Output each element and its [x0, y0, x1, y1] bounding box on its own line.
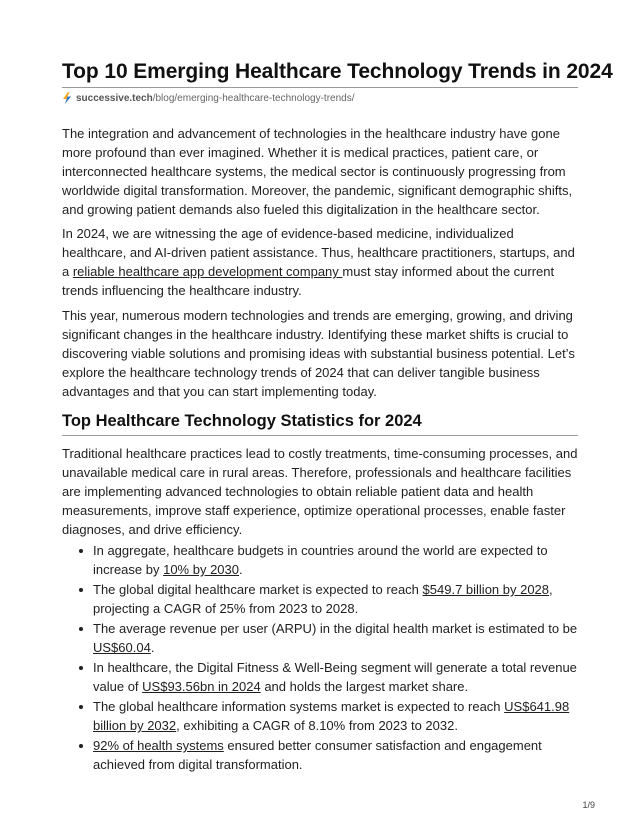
intro-paragraph-2: In 2024, we are witnessing the age of evidence-based medicine, individualized healthcare, and AI-driven patient assistance. Thus, healthcare practitioners, startups, and a reliable healthcare app development company must stay informed about the current trends influencing the healthcare industry.	[62, 226, 575, 298]
statistics-intro-paragraph: Traditional healthcare practices lead to costly treatments, time-consuming processes, and unavailable medical care in rural areas. Therefore, professionals and healthcare facilities are implementing advanced technologies to obtain reliable patient data and health measurements, improve staff experience, optimize operational processes, enable faster diagnoses, and drive efficiency.	[62, 446, 578, 537]
stat-link-arpu[interactable]: US$60.04	[93, 640, 151, 655]
list-item: The global healthcare information systems market is expected to reach US$641.98 billion by 2032, exhibiting a CAGR of 8.10% from 2023 to 2032.	[93, 697, 578, 735]
list-item: The global digital healthcare market is expected to reach $549.7 billion by 2028, projecting a CAGR of 25% from 2023 to 2028.	[93, 580, 578, 618]
stat-link-budget[interactable]: 10% by 2030	[163, 562, 239, 577]
stat-link-digital-market[interactable]: $549.7 billion by 2028	[422, 582, 550, 597]
brand-logo-icon	[62, 92, 72, 104]
stat-link-his-market[interactable]: US$641.98 billion by 2032	[93, 699, 570, 733]
source-domain: successive.tech	[76, 92, 153, 104]
stat-link-health-systems[interactable]: 92% of health systems	[93, 738, 224, 753]
app-development-company-link[interactable]: reliable healthcare app development company	[72, 264, 343, 279]
list-item: In aggregate, healthcare budgets in countries around the world are expected to increase by 10% by 2030.	[93, 541, 578, 579]
section-divider	[62, 435, 578, 436]
page-title: Top 10 Emerging Healthcare Technology Trends in 2024	[62, 60, 613, 83]
statistics-list	[62, 541, 578, 775]
stat-link-fitness-revenue[interactable]: US$93.56bn in 2024	[142, 679, 261, 694]
list-item: 92% of health systems ensured better consumer satisfaction and engagement achieved from digital transformation.	[93, 736, 578, 774]
intro-paragraph-3: This year, numerous modern technologies and trends are emerging, growing, and driving significant changes in the healthcare industry. Identifying these market shifts is crucial to discovering viable solutions and promising ideas with substantial business potential. Let’s explore the healthcare technology trends of 2024 that can deliver tangible business advantages and that you can start implementing today.	[62, 308, 575, 399]
list-item: In healthcare, the Digital Fitness & Well-Being segment will generate a total revenue value of US$93.56bn in 2024 and holds the largest market share.	[93, 660, 577, 694]
list-item: The average revenue per user (ARPU) in the digital health market is estimated to be US$60.04.	[93, 621, 578, 655]
title-divider	[62, 87, 578, 88]
section-heading-statistics: Top Healthcare Technology Statistics for 2024	[62, 412, 422, 430]
page-number: 1/9	[582, 800, 595, 810]
source-path: /blog/emerging-healthcare-technology-trends/	[152, 92, 355, 104]
intro-paragraph-1: The integration and advancement of technologies in the healthcare industry have gone more profound than ever imagined. Whether it is medical practices, patient care, or interconnected healthcare systems, the medical sector is continuously progressing from worldwide digital transformation. Moreover, the pandemic, significant demographic shifts, and growing patient demands also fueled this digitalization in the healthcare sector.	[62, 126, 573, 217]
source-url[interactable]	[62, 92, 355, 104]
